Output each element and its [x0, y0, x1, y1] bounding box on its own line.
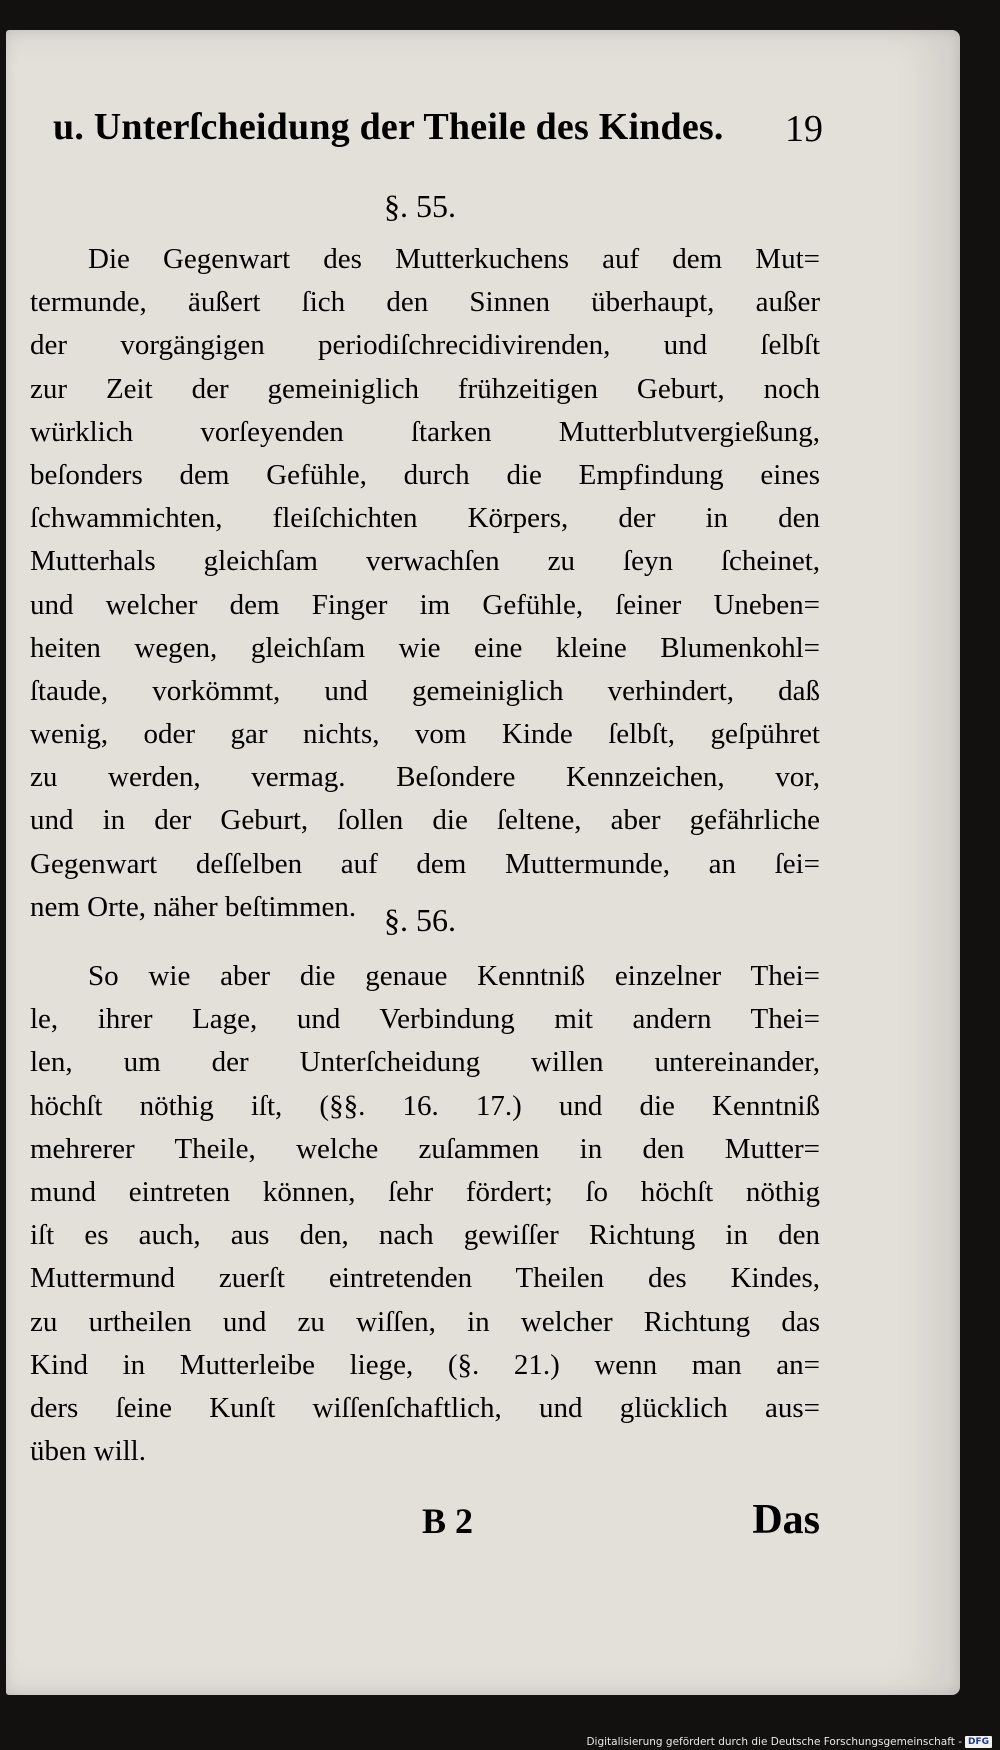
text-line: ders ſeine Kunſt wiſſenſchaftlich, und glücklich aus=	[30, 1391, 820, 1424]
section-55-text	[30, 238, 820, 929]
digitization-credit	[586, 1736, 992, 1748]
text-line: mund eintreten können, ſehr fördert; ſo höchſt nöthig	[30, 1175, 820, 1208]
catchword: Das	[752, 1497, 820, 1543]
text-line: üben will.	[30, 1435, 146, 1468]
text-line: beſonders dem Gefühle, durch die Empfindung eines	[30, 458, 820, 491]
text-line: Gegenwart deſſelben auf dem Muttermunde, an ſei=	[30, 847, 820, 880]
running-head	[53, 105, 823, 175]
text-line: Kind in Mutterleibe liege, (§. 21.) wenn man an=	[30, 1348, 820, 1381]
text-line: und welcher dem Finger im Gefühle, ſeiner Uneben=	[30, 588, 820, 621]
text-line: Muttermund zuerſt eintretenden Theilen des Kindes,	[30, 1262, 820, 1295]
text-line: ſchwammichten, fleiſchichten Körpers, der in den	[30, 502, 820, 535]
section-55-heading: §. 55.	[384, 188, 456, 224]
text-line: zu werden, vermag. Beſondere Kennzeichen, vor,	[30, 761, 820, 794]
book-page	[6, 30, 960, 1695]
page-footer	[30, 1497, 820, 1560]
text-line: nem Orte, näher beſtimmen.	[30, 890, 357, 923]
text-line: mehrerer Theile, welche zuſammen in den Mutter=	[30, 1132, 820, 1165]
text-line: termunde, äußert ſich den Sinnen überhaupt, außer	[30, 286, 820, 319]
dfg-logo-badge: DFG	[965, 1736, 992, 1748]
text-line: le, ihrer Lage, und Verbindung mit andern Thei=	[30, 1003, 820, 1036]
text-line: und in der Geburt, ſollen die ſeltene, aber gefährliche	[30, 804, 820, 837]
text-line: Die Gegenwart des Mutterkuchens auf dem Mut=	[88, 243, 820, 275]
text-line: würklich vorſeyenden ſtarken Mutterblutvergießung,	[30, 415, 820, 448]
section-56-text	[30, 955, 820, 1473]
text-line: len, um der Unterſcheidung willen untereinander,	[30, 1046, 820, 1079]
text-line: wenig, oder gar nichts, vom Kinde ſelbſt, geſpühret	[30, 718, 820, 751]
running-head-title: u. Unterſcheidung der Theile des Kindes.	[53, 106, 724, 148]
text-line: zur Zeit der gemeiniglich frühzeitigen Geburt, noch	[30, 372, 820, 405]
text-line: höchſt nöthig iſt, (§§. 16. 17.) und die Kenntniß	[30, 1089, 820, 1122]
page-number: 19	[785, 108, 823, 150]
text-line: heiten wegen, gleichſam wie eine kleine Blumenkohl=	[30, 631, 820, 664]
text-line: Mutterhals gleichſam verwachſen zu ſeyn ſcheinet,	[30, 545, 820, 578]
text-line: der vorgängigen periodiſchrecidivirenden, und ſelbſt	[30, 329, 820, 362]
text-line: zu urtheilen und zu wiſſen, in welcher Richtung das	[30, 1305, 820, 1338]
text-line: iſt es auch, aus den, nach gewiſſer Richtung in den	[30, 1219, 820, 1252]
signature-mark: B 2	[422, 1501, 474, 1541]
section-56-heading: §. 56.	[384, 902, 456, 938]
credit-text: Digitalisierung gefördert durch die Deutsche Forschungsgemeinschaft -	[586, 1736, 962, 1748]
text-line: ſtaude, vorkömmt, und gemeiniglich verhindert, daß	[30, 674, 820, 707]
text-line: So wie aber die genaue Kenntniß einzelner Thei=	[88, 960, 820, 992]
